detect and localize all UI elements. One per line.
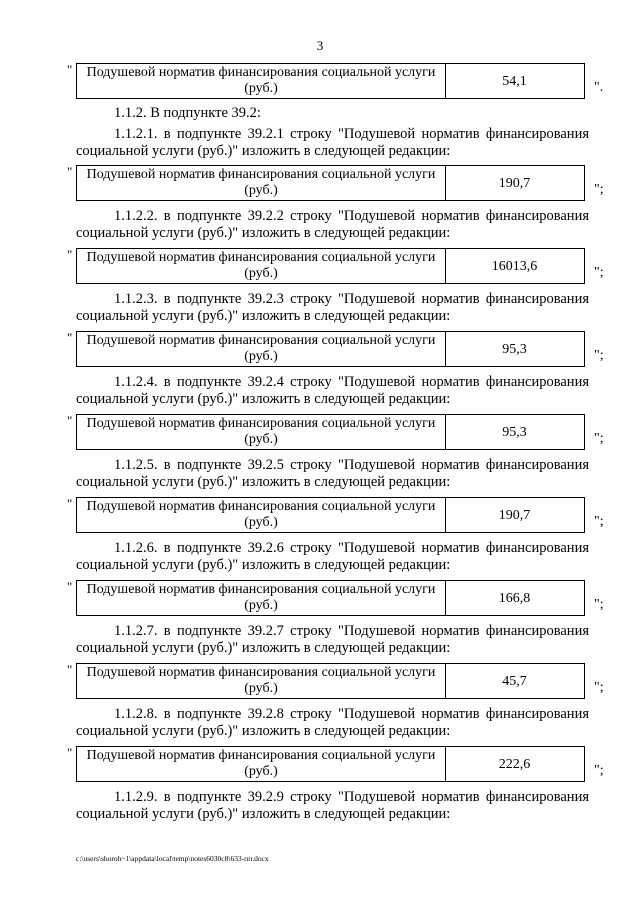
close-quote: "; bbox=[594, 680, 604, 695]
row-label-cell: Подушевой норматив финансирования социальной услуги (руб.) bbox=[76, 248, 446, 284]
table-row bbox=[0, 497, 640, 533]
paragraph: 1.1.2.9. в подпункте 39.2.9 строку "Подушевой норматив финансирования социальной услуги (руб.)" изложить в следующей редакции: bbox=[76, 789, 589, 822]
row-value-cell: 45,7 bbox=[445, 663, 585, 699]
row-value-cell: 222,6 bbox=[445, 746, 585, 782]
open-quote: " bbox=[67, 413, 73, 428]
footer-file-path: c:\users\shoroh~1\appdata\local\temp\notes6030c8\633-пп.docx bbox=[76, 854, 269, 863]
table-row bbox=[0, 414, 640, 450]
open-quote: " bbox=[67, 164, 73, 179]
row-label-cell: Подушевой норматив финансирования социальной услуги (руб.) bbox=[76, 331, 446, 367]
table-row bbox=[0, 580, 640, 616]
paragraph: 1.1.2.5. в подпункте 39.2.5 строку "Подушевой норматив финансирования социальной услуги (руб.)" изложить в следующей редакции: bbox=[76, 457, 589, 490]
table-row bbox=[0, 331, 640, 367]
open-quote: " bbox=[67, 330, 73, 345]
row-label-cell: Подушевой норматив финансирования социальной услуги (руб.) bbox=[76, 414, 446, 450]
open-quote: " bbox=[67, 62, 73, 77]
row-value-cell: 16013,6 bbox=[445, 248, 585, 284]
open-quote: " bbox=[67, 579, 73, 594]
row-value-cell: 54,1 bbox=[445, 63, 585, 99]
close-quote: "; bbox=[594, 348, 604, 363]
row-value-cell: 95,3 bbox=[445, 414, 585, 450]
open-quote: " bbox=[67, 247, 73, 262]
table-row bbox=[0, 248, 640, 284]
row-label-cell: Подушевой норматив финансирования социальной услуги (руб.) bbox=[76, 746, 446, 782]
row-label-cell: Подушевой норматив финансирования социальной услуги (руб.) bbox=[76, 663, 446, 699]
row-value-cell: 95,3 bbox=[445, 331, 585, 367]
close-quote: "; bbox=[594, 597, 604, 612]
row-value-cell: 190,7 bbox=[445, 497, 585, 533]
row-value-cell: 190,7 bbox=[445, 165, 585, 201]
table-row bbox=[0, 663, 640, 699]
row-label-cell: Подушевой норматив финансирования социальной услуги (руб.) bbox=[76, 580, 446, 616]
table-row bbox=[0, 165, 640, 201]
row-label-cell: Подушевой норматив финансирования социальной услуги (руб.) bbox=[76, 165, 446, 201]
open-quote: " bbox=[67, 662, 73, 677]
close-quote: "; bbox=[594, 514, 604, 529]
row-label-cell: Подушевой норматив финансирования социальной услуги (руб.) bbox=[76, 497, 446, 533]
open-quote: " bbox=[67, 745, 73, 760]
close-quote: "; bbox=[594, 265, 604, 280]
paragraph: 1.1.2.2. в подпункте 39.2.2 строку "Подушевой норматив финансирования социальной услуги (руб.)" изложить в следующей редакции: bbox=[76, 208, 589, 241]
paragraph: 1.1.2.8. в подпункте 39.2.8 строку "Подушевой норматив финансирования социальной услуги (руб.)" изложить в следующей редакции: bbox=[76, 706, 589, 739]
close-quote: "; bbox=[594, 763, 604, 778]
close-quote: ". bbox=[594, 80, 604, 95]
paragraph: 1.1.2. В подпункте 39.2: bbox=[114, 105, 261, 121]
table-row bbox=[0, 746, 640, 782]
close-quote: "; bbox=[594, 182, 604, 197]
paragraph: 1.1.2.3. в подпункте 39.2.3 строку "Подушевой норматив финансирования социальной услуги (руб.)" изложить в следующей редакции: bbox=[76, 291, 589, 324]
table-row bbox=[0, 63, 640, 99]
open-quote: " bbox=[67, 496, 73, 511]
row-value-cell: 166,8 bbox=[445, 580, 585, 616]
row-label-cell: Подушевой норматив финансирования социальной услуги (руб.) bbox=[76, 63, 446, 99]
paragraph: 1.1.2.7. в подпункте 39.2.7 строку "Подушевой норматив финансирования социальной услуги (руб.)" изложить в следующей редакции: bbox=[76, 623, 589, 656]
paragraph: 1.1.2.4. в подпункте 39.2.4 строку "Подушевой норматив финансирования социальной услуги (руб.)" изложить в следующей редакции: bbox=[76, 374, 589, 407]
paragraph: 1.1.2.1. в подпункте 39.2.1 строку "Подушевой норматив финансирования социальной услуги (руб.)" изложить в следующей редакции: bbox=[76, 126, 589, 159]
paragraph: 1.1.2.6. в подпункте 39.2.6 строку "Подушевой норматив финансирования социальной услуги (руб.)" изложить в следующей редакции: bbox=[76, 540, 589, 573]
close-quote: "; bbox=[594, 431, 604, 446]
page-number: 3 bbox=[316, 38, 324, 53]
